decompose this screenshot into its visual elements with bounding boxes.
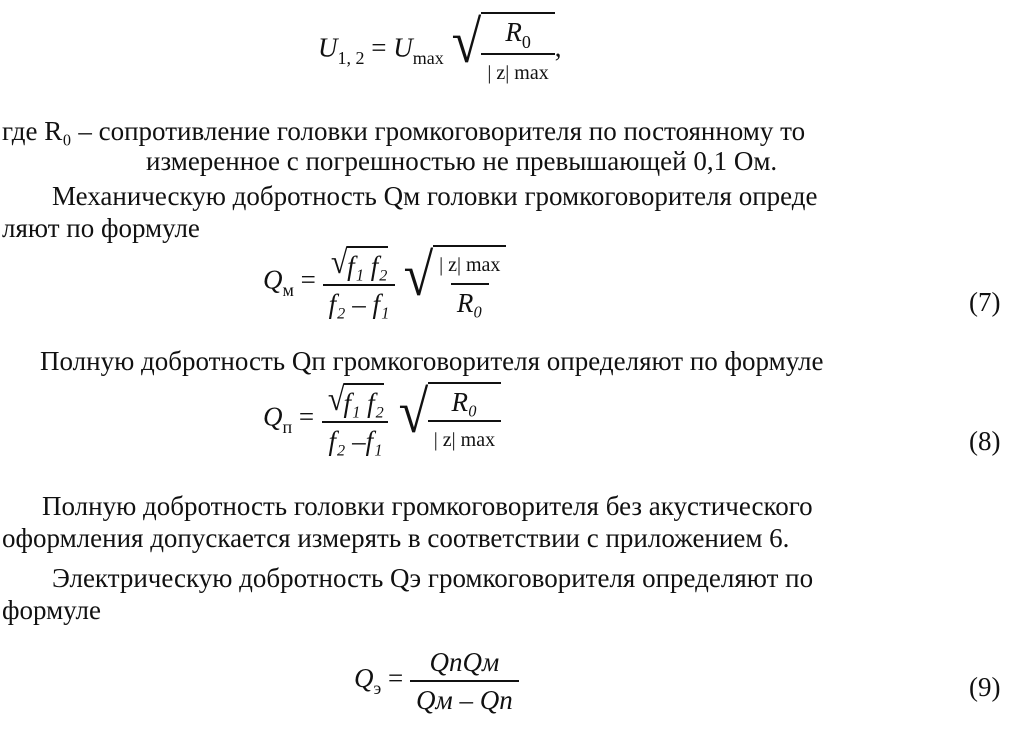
sqrt-sign: √ <box>403 242 434 309</box>
formula-u-fraction <box>481 16 554 89</box>
formula-8-inner-fraction <box>428 386 501 456</box>
formula-7-inner-fraction <box>433 249 506 319</box>
para4-line1: Полную добротность головки громкоговорителя без акустического <box>42 491 813 521</box>
formula-u-umax-sub: max <box>412 47 444 68</box>
formula-8-inner-den: | z| max <box>428 420 501 456</box>
formula-9-num: QпQм <box>429 647 500 677</box>
formula-8-inner-num: R₀ <box>451 387 478 418</box>
equation-number-7: (7) <box>969 287 1001 317</box>
para2-line2: ляют по формуле <box>2 213 200 243</box>
formula-7-eq: = <box>300 264 316 295</box>
formula-u-lhs: U <box>318 32 338 63</box>
para2-line1: Механическую добротность Qм головки громкоговорителя опреде <box>52 181 818 211</box>
para1-line2: измеренное с погрешностью не превышающей 0,1 Ом. <box>146 146 778 176</box>
formula-7-lhs-sub: м <box>282 279 294 300</box>
formula-u-num: R <box>505 17 522 47</box>
formula-8-lhs: Q <box>263 401 283 432</box>
formula-7-inner-den: R₀ <box>451 283 489 319</box>
formula-8-den: f₂ –f₁ <box>322 421 388 457</box>
formula-7-sqrt-top: f₁ f₂ <box>347 246 388 282</box>
equation-number-8: (8) <box>969 426 1001 456</box>
equation-number-9: (9) <box>969 672 1001 702</box>
formula-7-top-sqrt: √ f₁ f₂ <box>331 243 388 281</box>
para4-line2: оформления допускается измерять в соответствии с приложением 6. <box>2 523 790 553</box>
formula-8-sqrt-top: f₁ f₂ <box>344 383 385 419</box>
formula-8-eq: = <box>298 401 315 432</box>
formula-u-den: | z| max <box>481 53 554 89</box>
formula-7-inner-num: | z| max <box>439 254 501 277</box>
sqrt-sign: √ <box>452 9 482 75</box>
formula-9-lhs-sub: э <box>373 678 382 699</box>
formula-7-lhs: Q <box>263 264 283 295</box>
formula-8-lhs-sub: п <box>282 416 293 437</box>
para5-line2: формуле <box>2 595 101 625</box>
formula-9-lhs: Q <box>354 663 374 694</box>
formula-u-comma: , <box>554 32 562 63</box>
formula-u-umax: U <box>393 32 413 63</box>
sqrt-sign: √ <box>398 379 429 446</box>
formula-8 <box>263 379 501 457</box>
formula-8-sqrt <box>397 379 501 456</box>
formula-7 <box>263 242 506 320</box>
formula-9-den: Qм – Qп <box>410 680 519 716</box>
formula-9-fraction <box>410 646 519 716</box>
formula-7-fraction <box>323 245 396 320</box>
formula-7-den: f₂ – f₁ <box>323 284 396 320</box>
formula-u <box>318 9 562 89</box>
formula-8-fraction <box>321 382 390 457</box>
para3: Полную добротность Qп громкоговорителя определяют по формуле <box>40 346 824 376</box>
formula-u-eq: = <box>371 32 387 63</box>
para5-line1: Электрическую добротность Qэ громкоговорителя определяют по <box>52 563 814 593</box>
formula-7-sqrt <box>402 242 506 319</box>
para1-line1: где R₀ – сопротивление головки громкоговорителя по постоянному то <box>2 116 806 146</box>
formula-u-lhs-sub: 1, 2 <box>337 47 365 68</box>
formula-8-top-sqrt: √ f₁ f₂ <box>327 380 385 418</box>
formula-u-num-sub: 0 <box>521 32 531 52</box>
formula-u-sqrt <box>450 9 554 89</box>
formula-9 <box>354 646 519 716</box>
formula-9-eq: = <box>387 663 404 694</box>
